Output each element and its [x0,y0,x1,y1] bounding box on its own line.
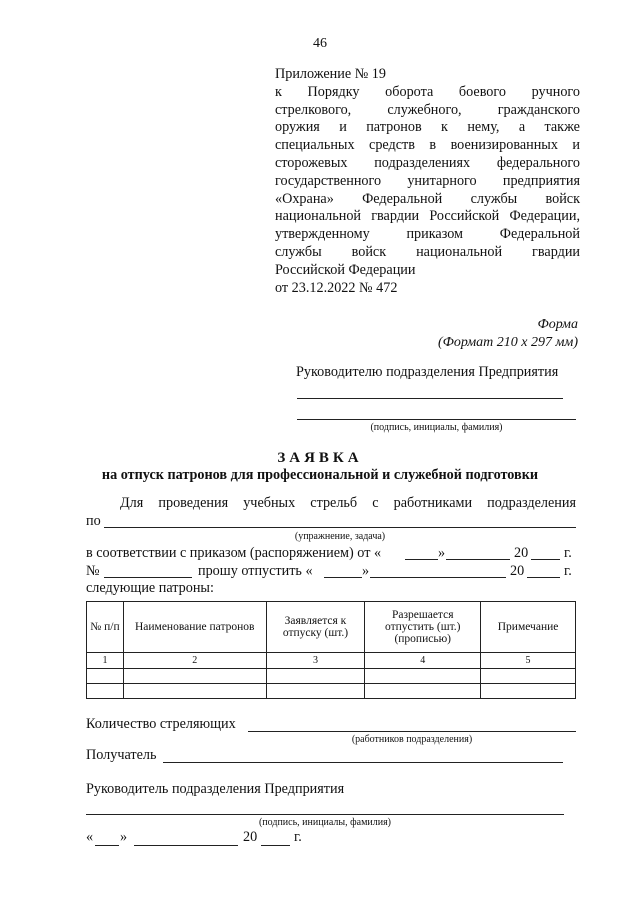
appendix-block [275,66,580,297]
table-number-cell: 3 [266,653,365,669]
order-quote-close: » [438,545,446,561]
document-title: ЗАЯВКА [277,450,363,466]
recipient-label: Получатель [86,747,157,763]
footer-quote-open: « [86,829,94,845]
appendix-line: сторожевых подразделениях федерального [275,154,580,171]
exercise-caption: (упражнение, задача) [294,531,386,542]
footer-year-blank [261,845,290,846]
following-cartridges: следующие патроны: [86,580,214,596]
order-month-blank [446,559,510,560]
request-year: 20 [510,563,525,579]
appendix-line: утвержденному приказом Федеральной [275,226,580,243]
order-year: 20 [514,545,529,561]
addressee-sign-caption: (подпись, инициалы, фамилия) [370,422,503,433]
appendix-line: национальной гвардии Российской Федерации, [275,208,580,225]
footer-year-suffix: г. [294,829,302,845]
table-header-cell: Разрешается отпустить (шт.) (прописью) [365,602,481,653]
footer-day-blank [95,845,119,846]
table-header-row [87,602,576,653]
footer-year: 20 [243,829,258,845]
request-year-blank [527,577,560,578]
shooters-caption: (работников подразделения) [351,734,473,745]
addressee: Руководителю подразделения Предприятия [296,364,559,380]
table-number-row [87,653,576,669]
head-label: Руководитель подразделения Предприятия [86,781,345,797]
table-cell[interactable] [266,669,365,684]
po-label: по [86,513,101,529]
table-cell[interactable] [365,669,481,684]
table-cell[interactable] [266,684,365,699]
table-cell[interactable] [481,684,576,699]
footer-quote-close: » [120,829,128,845]
appendix-line: оружия и патронов к нему, а также [275,119,580,136]
table-row [87,684,576,699]
intro-line: Для проведения учебных стрельб с работниками подразделения [120,495,576,511]
table-header-cell: Заявляется к отпуску (шт.) [266,602,365,653]
cartridges-table [86,601,576,699]
table-header-cell: № п/п [87,602,124,653]
table-header-cell: Примечание [481,602,576,653]
appendix-line: стрелкового, служебного, гражданского [275,101,580,118]
addressee-blank-line-2 [297,419,576,420]
order-number-blank [104,577,192,578]
table-header-cell: Наименование патронов [123,602,266,653]
order-day-blank [405,559,438,560]
appendix-line: к Порядку оборота боевого ручного [275,83,580,100]
shooters-label: Количество стреляющих [86,716,236,732]
order-year-suffix: г. [564,545,572,561]
addressee-blank-line-1 [297,398,563,399]
recipient-line [163,762,563,763]
footer-month-blank [134,845,238,846]
table-cell[interactable] [123,669,266,684]
exercise-line [104,527,576,528]
request-year-suffix: г. [564,563,572,579]
head-sign-caption: (подпись, инициалы, фамилия) [258,817,392,828]
appendix-line: государственного унитарного предприятия [275,172,580,189]
shooters-line [248,731,576,732]
table-cell[interactable] [87,684,124,699]
table-number-cell: 4 [365,653,481,669]
appendix-line-last: Российской Федерации [275,261,416,278]
table-cell[interactable] [87,669,124,684]
appendix-line: службы войск национальной гвардии [275,243,580,260]
document-subtitle: на отпуск патронов для профессиональной и служебной подготовки [101,467,539,483]
form-format: (Формат 210 x 297 мм) [437,335,578,350]
table-number-cell: 1 [87,653,124,669]
table-cell[interactable] [365,684,481,699]
appendix-line: специальных средств в военизированных и [275,137,580,154]
order-year-blank [531,559,560,560]
form-title: Форма [537,317,578,332]
order-prefix: в соответствии с приказом (распоряжением) от « [86,545,382,561]
table-number-cell: 2 [123,653,266,669]
form-label [438,316,578,352]
table-cell[interactable] [481,669,576,684]
request-day-blank [324,577,362,578]
appendix-heading: Приложение № 19 [275,66,386,82]
table-row [87,669,576,684]
table-cell[interactable] [123,684,266,699]
page-number: 46 [313,36,327,51]
appendix-line: «Охрана» Федеральной службы войск [275,190,580,207]
request-quote-close: » [362,563,370,579]
request-prefix: прошу отпустить « [198,563,313,579]
number-sign: № [86,563,100,579]
request-month-blank [370,577,506,578]
appendix-date: от 23.12.2022 № 472 [275,279,398,296]
table-number-cell: 5 [481,653,576,669]
head-sign-line [86,814,564,815]
